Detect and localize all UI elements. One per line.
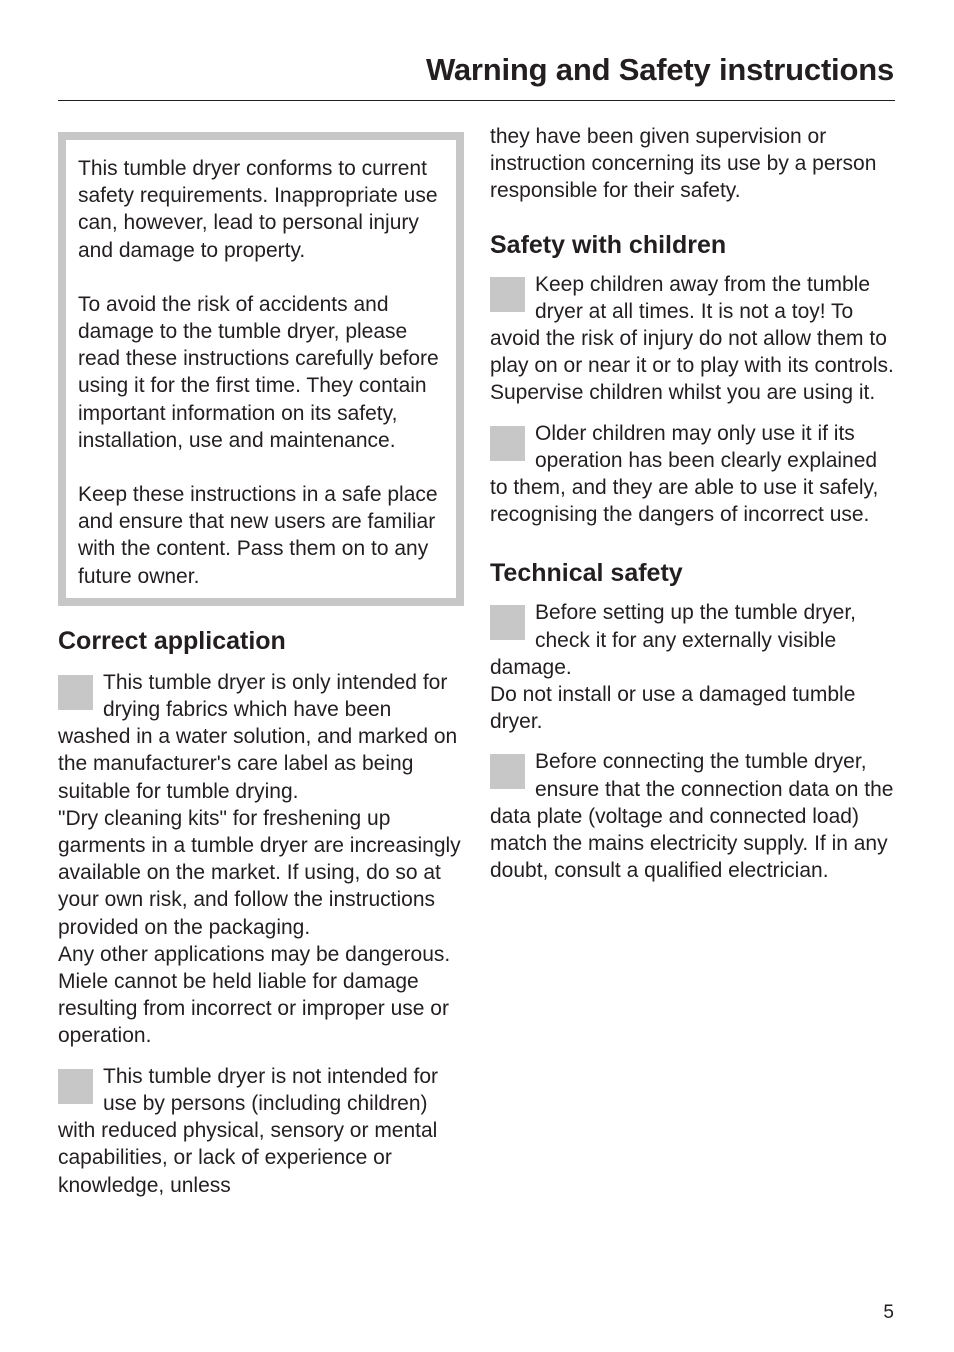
instruction-item xyxy=(490,271,895,407)
square-bullet-icon xyxy=(490,426,525,461)
square-bullet-icon xyxy=(490,605,525,640)
section-heading-safety-with-children: Safety with children xyxy=(490,230,727,259)
title-divider xyxy=(58,100,895,101)
page-title: Warning and Safety instructions xyxy=(425,52,894,87)
notice-paragraph: To avoid the risk of accidents and damage to the tumble dryer, please read these instructions carefully before using it for the first time. They contain important information on its safety, installation, use and maintenance. xyxy=(78,292,439,452)
instruction-text: Older children may only use it if its operation has been clearly explained to them, and they are able to use it safely, recognising the dangers of incorrect use. xyxy=(490,421,879,527)
instruction-text: Any other applications may be dangerous. Miele cannot be held liable for damage resulting from incorrect or improper use or operation. xyxy=(58,942,451,1048)
square-bullet-icon xyxy=(490,754,525,789)
safety-notice-box xyxy=(58,132,464,606)
left-column xyxy=(58,132,466,1212)
instruction-item xyxy=(490,420,895,529)
instruction-item xyxy=(58,669,466,1050)
instruction-text: Do not install or use a damaged tumble dryer. xyxy=(490,683,856,734)
instruction-text: This tumble dryer is only intended for drying fabrics which have been washed in a water solution, and marked on the manufacturer's care label as being suitable for tumble drying. xyxy=(58,670,458,803)
square-bullet-icon xyxy=(490,277,525,312)
instruction-text: Before connecting the tumble dryer, ensure that the connection data on the data plate (voltage and connected load) match the mains electricity supply. If in any doubt, consult a qualified electrician. xyxy=(490,750,894,883)
square-bullet-icon xyxy=(58,1069,93,1104)
notice-paragraph: This tumble dryer conforms to current safety requirements. Inappropriate use can, however, lead to personal injury and damage to property. xyxy=(78,157,438,262)
page-number: 5 xyxy=(883,1302,894,1323)
instruction-text: Keep children away from the tumble dryer at all times. It is not a toy! To avoid the risk of injury do not allow them to play on or near it or to play with its controls. Supervise children whilst you are using it. xyxy=(490,272,894,405)
instruction-text: Before setting up the tumble dryer, check it for any externally visible damage. xyxy=(490,601,857,679)
square-bullet-icon xyxy=(58,675,93,710)
section-heading-correct-application: Correct application xyxy=(58,626,286,655)
instruction-item xyxy=(490,748,895,884)
instruction-item xyxy=(58,1063,466,1199)
instruction-text: "Dry cleaning kits" for freshening up garments in a tumble dryer are increasingly available on the market. If using, do so at your own risk, and follow the instructions provided on the packaging. xyxy=(58,806,461,939)
continued-text: they have been given supervision or instruction concerning its use by a person responsible for their safety. xyxy=(490,125,877,203)
right-column xyxy=(490,123,895,897)
section-heading-technical-safety: Technical safety xyxy=(490,559,683,588)
instruction-text: This tumble dryer is not intended for use by persons (including children) with reduced physical, sensory or mental capabilities, or lack of experience or knowledge, unless xyxy=(58,1064,438,1197)
notice-paragraph: Keep these instructions in a safe place and ensure that new users are familiar with the content. Pass them on to any future owner. xyxy=(78,483,438,588)
instruction-item xyxy=(490,599,895,735)
